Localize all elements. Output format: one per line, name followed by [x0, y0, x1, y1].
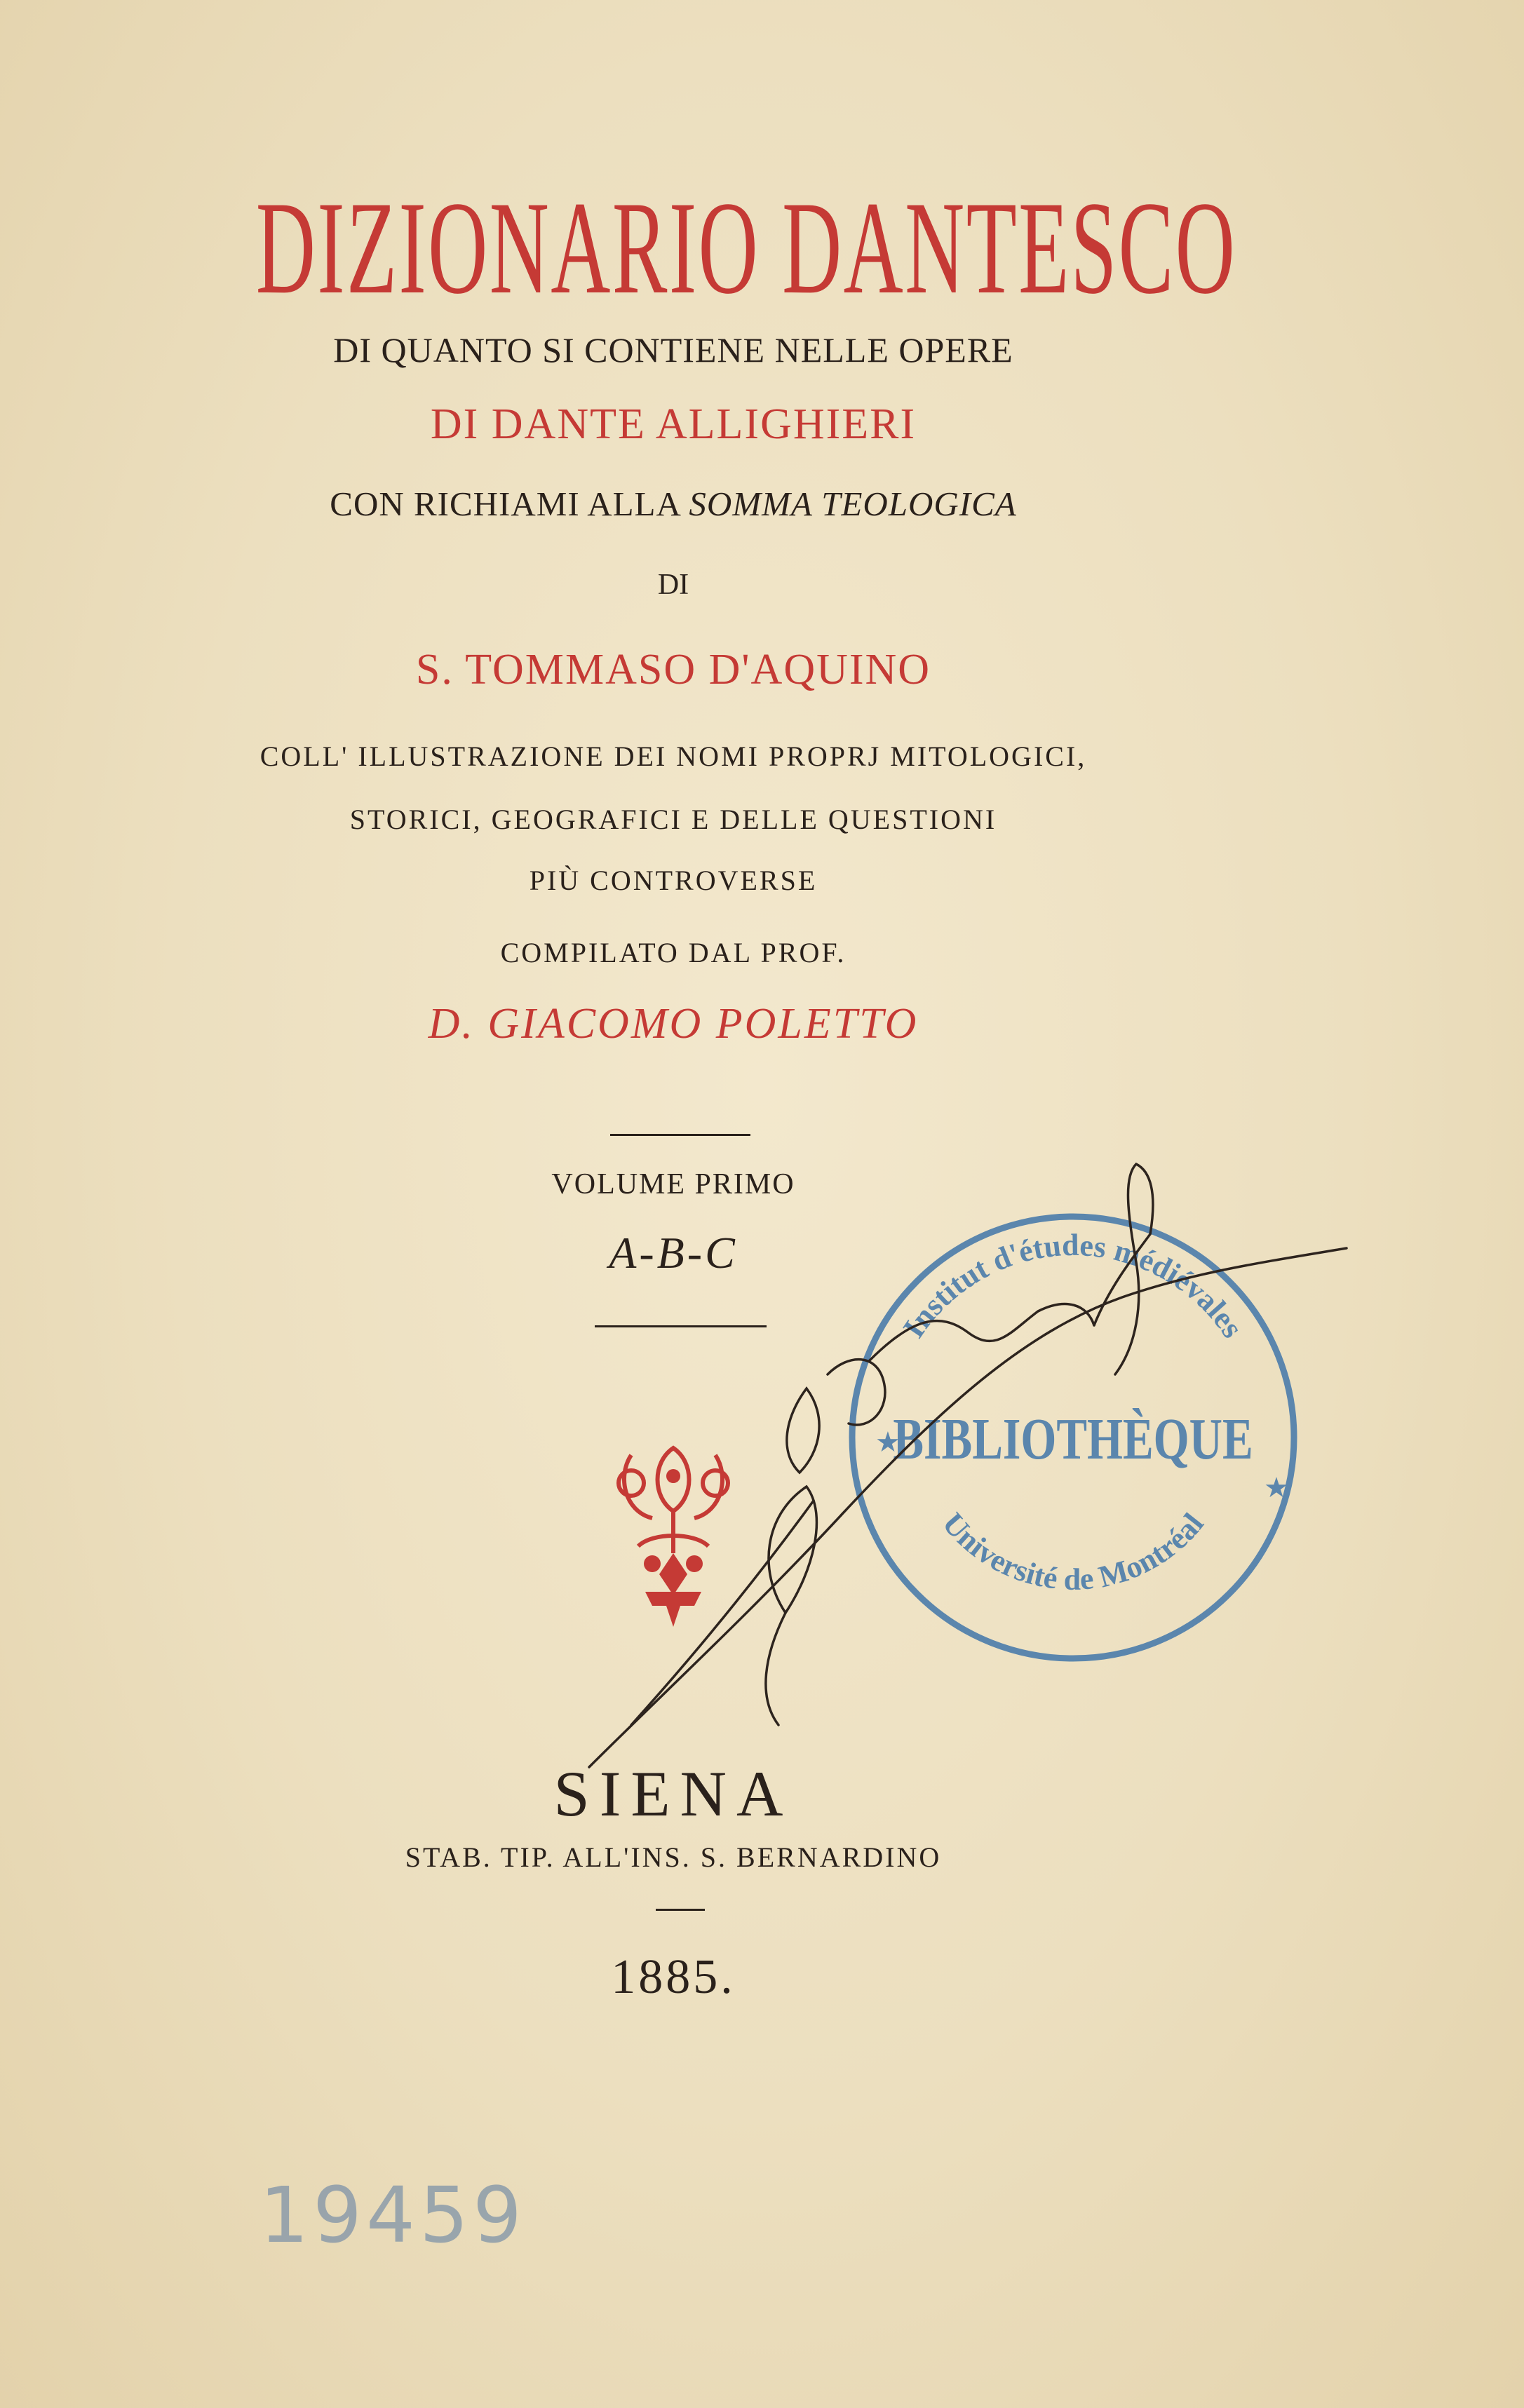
shelf-number: 19459 [259, 2170, 526, 2260]
stamp-top-text: Institut d'études médiévales [896, 1227, 1250, 1344]
subtitle-line-3-prefix: CON RICHIAMI ALLA [330, 485, 689, 523]
volume-letters: A-B-C [609, 1228, 738, 1278]
divider-top [610, 1134, 750, 1136]
stamp-center-text: BIBLIOTHÈQUE [893, 1407, 1253, 1472]
stamp-star-right-icon: ★ [1264, 1472, 1289, 1503]
author-name: D. GIACOMO POLETTO [428, 1000, 919, 1048]
subtitle-line-2: DI DANTE ALLIGHIERI [430, 400, 917, 448]
divider-bottom [595, 1325, 767, 1327]
subtitle-line-4: DI [657, 569, 689, 601]
imprint-place: SIENA [553, 1758, 793, 1829]
subtitle-line-8: PIÙ CONTROVERSE [529, 865, 818, 896]
library-stamp [835, 1206, 1311, 1669]
stamp-bottom-text: Université de Montréal [936, 1506, 1211, 1597]
fleuron-ornament [603, 1434, 743, 1630]
stamp-star-left-icon: ★ [875, 1426, 901, 1458]
subtitle-line-6: COLL' ILLUSTRAZIONE DEI NOMI PROPRJ MITOLOGICI, [259, 740, 1087, 772]
subtitle-line-3-italic: SOMMA TEOLOGICA [689, 485, 1017, 523]
book-title: DIZIONARIO DANTESCO [255, 175, 1237, 322]
divider-imprint [656, 1909, 705, 1911]
subtitle-line-9: COMPILATO DAL PROF. [500, 937, 847, 968]
imprint-printer: STAB. TIP. ALL'INS. S. BERNARDINO [405, 1841, 942, 1873]
subtitle-line-5: S. TOMMASO D'AQUINO [415, 646, 931, 694]
imprint-year: 1885. [611, 1950, 736, 2004]
volume-label: VOLUME PRIMO [551, 1168, 795, 1200]
subtitle-line-7: STORICI, GEOGRAFICI E DELLE QUESTIONI [349, 804, 997, 835]
subtitle-line-3 [0, 484, 1347, 524]
subtitle-line-1: DI QUANTO SI CONTIENE NELLE OPERE [333, 330, 1013, 370]
